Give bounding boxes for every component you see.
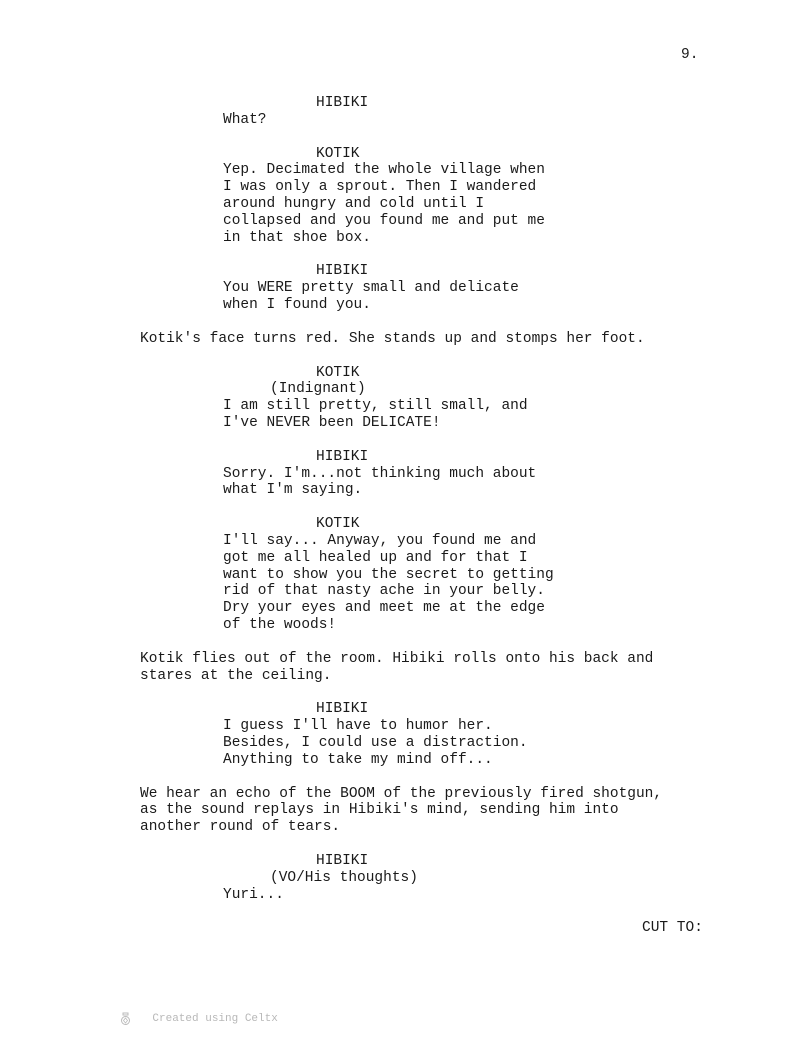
celtx-logo-icon [120, 988, 146, 1050]
dialogue-line: of the woods! [223, 617, 337, 633]
parenthetical: (VO/His thoughts) [270, 869, 418, 886]
character-cue: KOTIK [316, 516, 360, 533]
character-cue: HIBIKI [316, 701, 369, 718]
dialogue-line: Sorry. I'm...not thinking much about [223, 465, 537, 482]
character-cue: HIBIKI [316, 95, 369, 111]
action-line: Kotik flies out of the room. Hibiki rolls onto his back and [140, 650, 654, 667]
parenthetical: (Indignant) [270, 381, 366, 398]
dialogue-line: What? [223, 111, 267, 128]
dialogue-line: got me all healed up and for that I [223, 549, 528, 566]
dialogue-line: around hungry and cold until I [223, 196, 485, 212]
character-cue: HIBIKI [316, 853, 369, 869]
dialogue-line: I am still pretty, still small, and [223, 398, 528, 415]
dialogue-line: Dry your eyes and meet me at the edge [223, 600, 545, 617]
page-number: 9. [681, 47, 699, 63]
dialogue-line: in that shoe box. [223, 229, 371, 246]
action-line: Kotik's face turns red. She stands up and stomps her foot. [140, 330, 645, 347]
character-cue: HIBIKI [316, 263, 369, 280]
dialogue-line: what I'm saying. [223, 482, 363, 499]
dialogue-line: want to show you the secret to getting [223, 566, 554, 583]
action-line: another round of tears. [140, 819, 341, 836]
dialogue-line: rid of that nasty ache in your belly. [223, 583, 545, 600]
dialogue-line: I guess I'll have to humor her. [223, 718, 493, 735]
dialogue-line: I've NEVER been DELICATE! [223, 415, 441, 431]
dialogue-line: Besides, I could use a distraction. [223, 735, 528, 751]
footer-text: Created using Celtx [152, 1013, 278, 1025]
character-cue: HIBIKI [316, 448, 369, 465]
dialogue-line: I was only a sprout. Then I wandered [223, 179, 537, 196]
dialogue-line: I'll say... Anyway, you found me and [223, 533, 537, 549]
celtx-footer [120, 988, 278, 1050]
action-line: We hear an echo of the BOOM of the previously fired shotgun, [140, 785, 663, 802]
dialogue-line: Anything to take my mind off... [223, 751, 493, 768]
character-cue: KOTIK [316, 364, 360, 381]
action-line: stares at the ceiling. [140, 667, 332, 684]
action-line: as the sound replays in Hibiki's mind, sending him into [140, 802, 619, 819]
character-cue: KOTIK [316, 145, 360, 162]
dialogue-line: when I found you. [223, 297, 371, 313]
dialogue-line: Yep. Decimated the whole village when [223, 162, 545, 179]
dialogue-line: Yuri... [223, 886, 284, 903]
dialogue-line: collapsed and you found me and put me [223, 212, 545, 229]
transition: CUT TO: [642, 920, 703, 937]
dialogue-line: You WERE pretty small and delicate [223, 280, 519, 297]
